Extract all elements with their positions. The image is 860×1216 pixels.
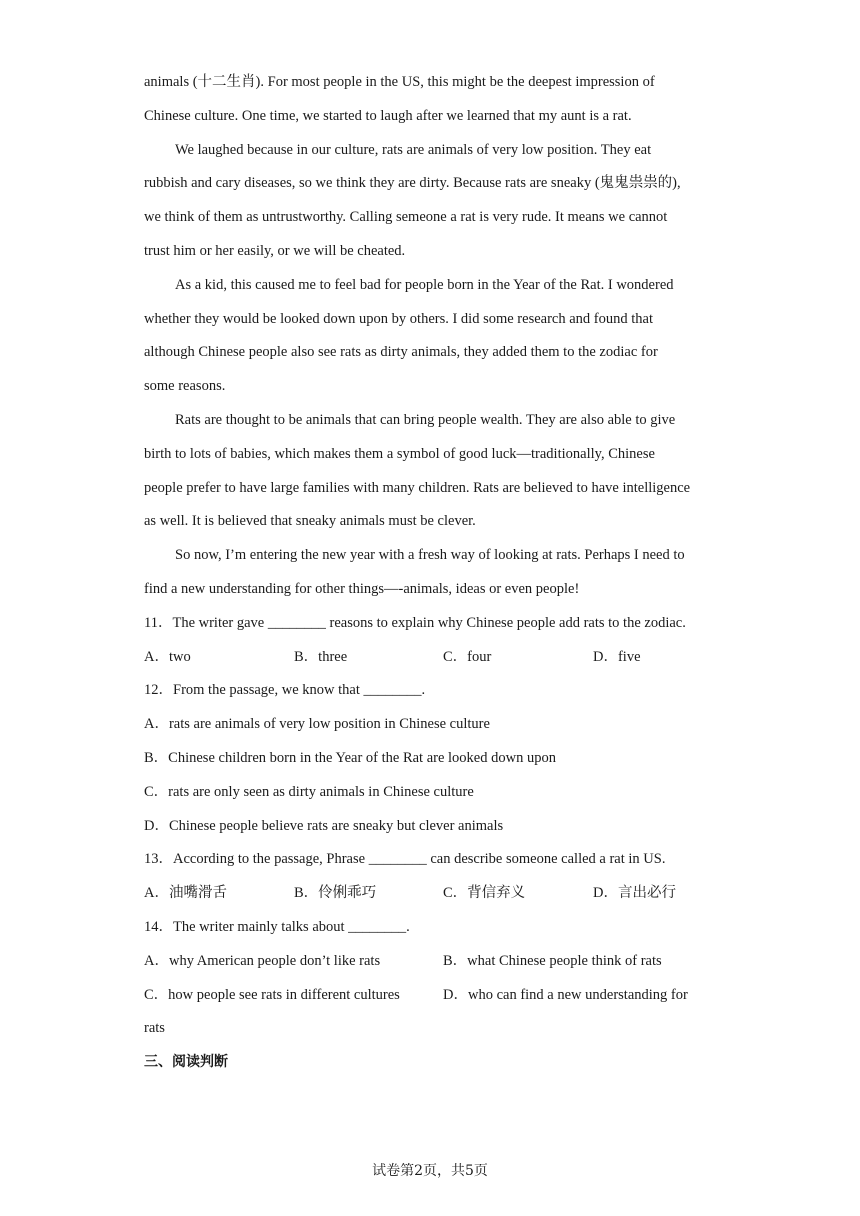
option-c: C．背信弃义 bbox=[443, 885, 526, 902]
page-footer: 试卷第2页，共5页 bbox=[372, 1163, 488, 1179]
option-a: A．two bbox=[144, 648, 191, 665]
passage-line: find a new understanding for other things—-animals, ideas or even people! bbox=[144, 580, 580, 597]
option-c: C．how people see rats in different cultures bbox=[144, 986, 400, 1003]
option-a: A．油嘴滑舌 bbox=[144, 885, 227, 902]
passage-line: some reasons. bbox=[144, 378, 226, 395]
passage-line: Rats are thought to be animals that can bring people wealth. They are also able to give bbox=[175, 411, 676, 428]
option-d: D．who can find a new understanding for bbox=[443, 986, 688, 1003]
option-b: B．Chinese children born in the Year of the Rat are looked down upon bbox=[144, 749, 556, 766]
passage-line: animals (十二生肖). For most people in the US, this might be the deepest impression of bbox=[144, 74, 655, 90]
option-d: D．Chinese people believe rats are sneaky but clever animals bbox=[144, 817, 504, 834]
question-14-options-row-2 bbox=[144, 979, 720, 1013]
question-13-options bbox=[144, 877, 720, 911]
option-d: D．言出必行 bbox=[593, 885, 676, 902]
passage-line: although Chinese people also see rats as dirty animals, they added them to the zodiac for bbox=[144, 344, 658, 361]
question-14-options-row-1 bbox=[144, 945, 720, 979]
passage-line: as well. It is believed that sneaky animals must be clever. bbox=[144, 513, 476, 530]
option-a: A．why American people don’t like rats bbox=[144, 952, 381, 969]
passage-line: whether they would be looked down upon by others. I did some research and found that bbox=[144, 310, 653, 327]
passage-line: birth to lots of babies, which makes them a symbol of good luck—traditionally, Chinese bbox=[144, 445, 655, 462]
passage-line: people prefer to have large families with many children. Rats are believed to have intelligence bbox=[144, 479, 691, 496]
option-d: D．five bbox=[593, 648, 641, 665]
option-b: B．what Chinese people think of rats bbox=[443, 952, 662, 969]
option-d-continuation: rats bbox=[144, 1020, 165, 1037]
question-14-stem: 14．The writer mainly talks about ________. bbox=[144, 918, 410, 935]
option-c: C．four bbox=[443, 648, 492, 665]
section-heading: 三、阅读判断 bbox=[144, 1054, 228, 1071]
question-11-stem: 11．The writer gave ________ reasons to explain why Chinese people add rats to the zodiac. bbox=[144, 614, 686, 631]
option-c: C．rats are only seen as dirty animals in Chinese culture bbox=[144, 783, 474, 800]
question-13-stem: 13．According to the passage, Phrase ________ can describe someone called a rat in US. bbox=[144, 851, 666, 868]
passage-line: Chinese culture. One time, we started to laugh after we learned that my aunt is a rat. bbox=[144, 107, 632, 124]
question-11-options bbox=[144, 641, 720, 675]
passage-line: So now, I’m entering the new year with a fresh way of looking at rats. Perhaps I need to bbox=[175, 547, 685, 564]
passage-line: rubbish and cary diseases, so we think they are dirty. Because rats are sneaky (鬼鬼祟祟的), bbox=[144, 175, 681, 192]
passage-line: As a kid, this caused me to feel bad for people born in the Year of the Rat. I wondered bbox=[175, 276, 674, 293]
question-12-stem: 12．From the passage, we know that ________. bbox=[144, 682, 426, 699]
passage-line: we think of them as untrustworthy. Calling semeone a rat is very rude. It means we cannot bbox=[144, 209, 668, 226]
option-b: B．three bbox=[294, 648, 348, 665]
option-a: A．rats are animals of very low position in Chinese culture bbox=[144, 716, 490, 733]
option-b: B．伶俐乖巧 bbox=[294, 885, 377, 902]
passage-line: We laughed because in our culture, rats are animals of very low position. They eat bbox=[175, 141, 652, 158]
passage-line: trust him or her easily, or we will be cheated. bbox=[144, 242, 406, 259]
exam-page-content bbox=[144, 66, 720, 1080]
